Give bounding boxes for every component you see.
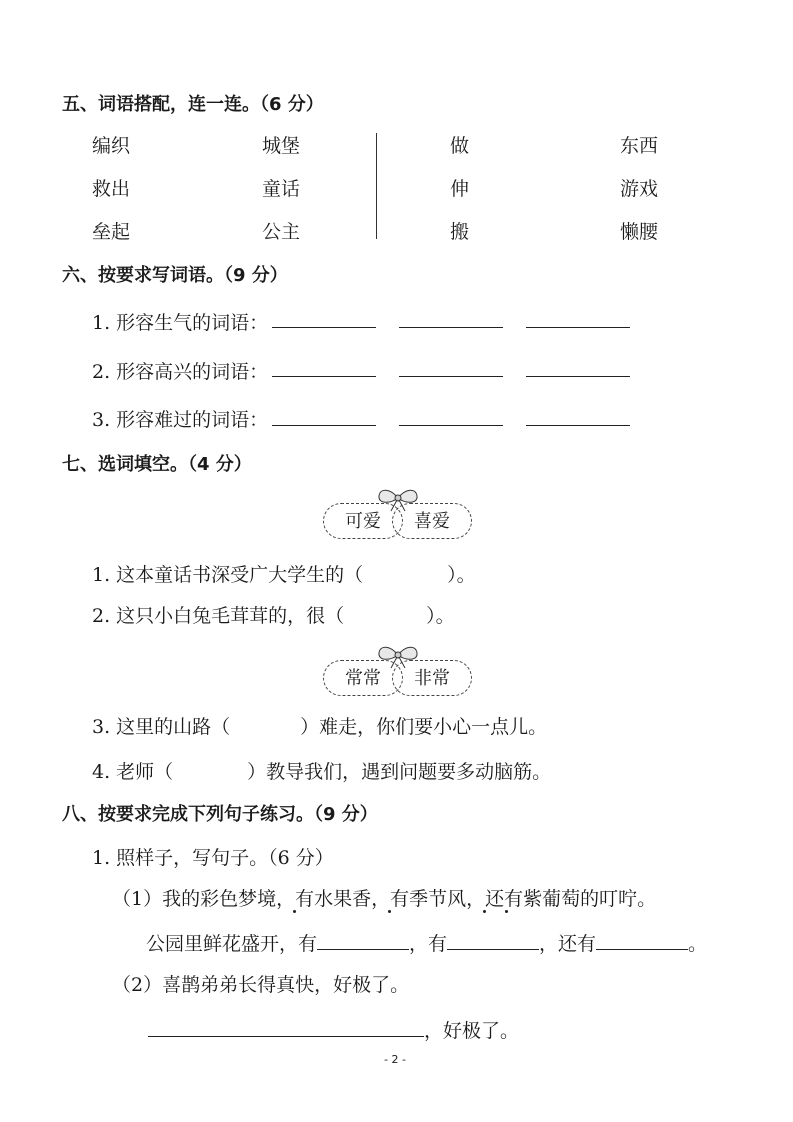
section6-title: 六、按要求写词语。（9 分） <box>62 265 288 286</box>
bow-icon <box>376 643 420 669</box>
section8-title: 八、按要求完成下列句子练习。（9 分） <box>62 804 378 825</box>
answer-blank[interactable] <box>399 326 503 328</box>
word-choice-box: 喜爱 <box>392 503 472 539</box>
word-left1: 垒起 <box>92 221 131 243</box>
word-left2: 公主 <box>262 221 301 243</box>
bow-icon <box>376 486 420 512</box>
emphasis-dot <box>388 910 391 913</box>
word-prompt: 1. 形容生气的词语： <box>92 312 269 334</box>
word-left1: 救出 <box>92 178 131 200</box>
word-right2: 东西 <box>620 135 659 157</box>
word-prompt: 3. 形容难过的词语： <box>92 409 269 431</box>
answer-blank[interactable] <box>399 375 503 377</box>
word-choice-box: 非常 <box>392 660 472 696</box>
answer-blank[interactable] <box>399 424 503 426</box>
subquestion: 1. 照样子，写句子。（6 分） <box>92 847 334 869</box>
sentence: 4. 老师（ ）教导我们，遇到问题要多动脑筋。 <box>92 761 552 783</box>
answer-blank[interactable] <box>447 948 539 950</box>
answer-blank[interactable] <box>272 375 376 377</box>
word-left2: 城堡 <box>262 135 301 157</box>
word-right2: 游戏 <box>620 178 659 200</box>
answer-blank[interactable] <box>526 424 630 426</box>
emphasis-dot <box>293 910 296 913</box>
column-divider <box>376 133 377 239</box>
word-right1: 做 <box>450 135 470 157</box>
word-left1: 编织 <box>92 135 131 157</box>
example-sentence: （2）喜鹊弟弟长得真快，好极了。 <box>112 974 410 996</box>
word-choice-box: 可爱 <box>323 503 403 539</box>
answer-blank[interactable] <box>596 948 688 950</box>
example-sentence: （1）我的彩色梦境，有水果香，有季节风，还有紫葡萄的叮咛。 <box>112 888 657 910</box>
word-choice-box: 常常 <box>323 660 403 696</box>
word-right1: 伸 <box>450 178 470 200</box>
answer-blank[interactable] <box>272 326 376 328</box>
word-left2: 童话 <box>262 178 301 200</box>
fill-sentence: ，好极了。 <box>148 1016 519 1043</box>
sentence: 3. 这里的山路（ ）难走，你们要小心一点儿。 <box>92 716 548 738</box>
answer-blank[interactable] <box>272 424 376 426</box>
answer-blank[interactable] <box>317 948 409 950</box>
word-right2: 懒腰 <box>620 221 659 243</box>
answer-blank[interactable] <box>148 1035 424 1037</box>
word-prompt: 2. 形容高兴的词语： <box>92 361 269 383</box>
sentence: 2. 这只小白兔毛茸茸的，很（ ）。 <box>92 605 455 627</box>
page-number: - 2 - <box>384 1053 406 1066</box>
answer-blank[interactable] <box>526 326 630 328</box>
section5-title: 五、词语搭配，连一连。（6 分） <box>62 94 324 115</box>
word-right1: 搬 <box>450 221 470 243</box>
sentence: 1. 这本童话书深受广大学生的（ ）。 <box>92 564 476 586</box>
emphasis-dot <box>505 910 508 913</box>
section7-title: 七、选词填空。（4 分） <box>62 454 252 475</box>
emphasis-dot <box>483 910 486 913</box>
fill-sentence: 公园里鲜花盛开，有 ，有 ，还有 。 <box>146 933 708 955</box>
answer-blank[interactable] <box>526 375 630 377</box>
